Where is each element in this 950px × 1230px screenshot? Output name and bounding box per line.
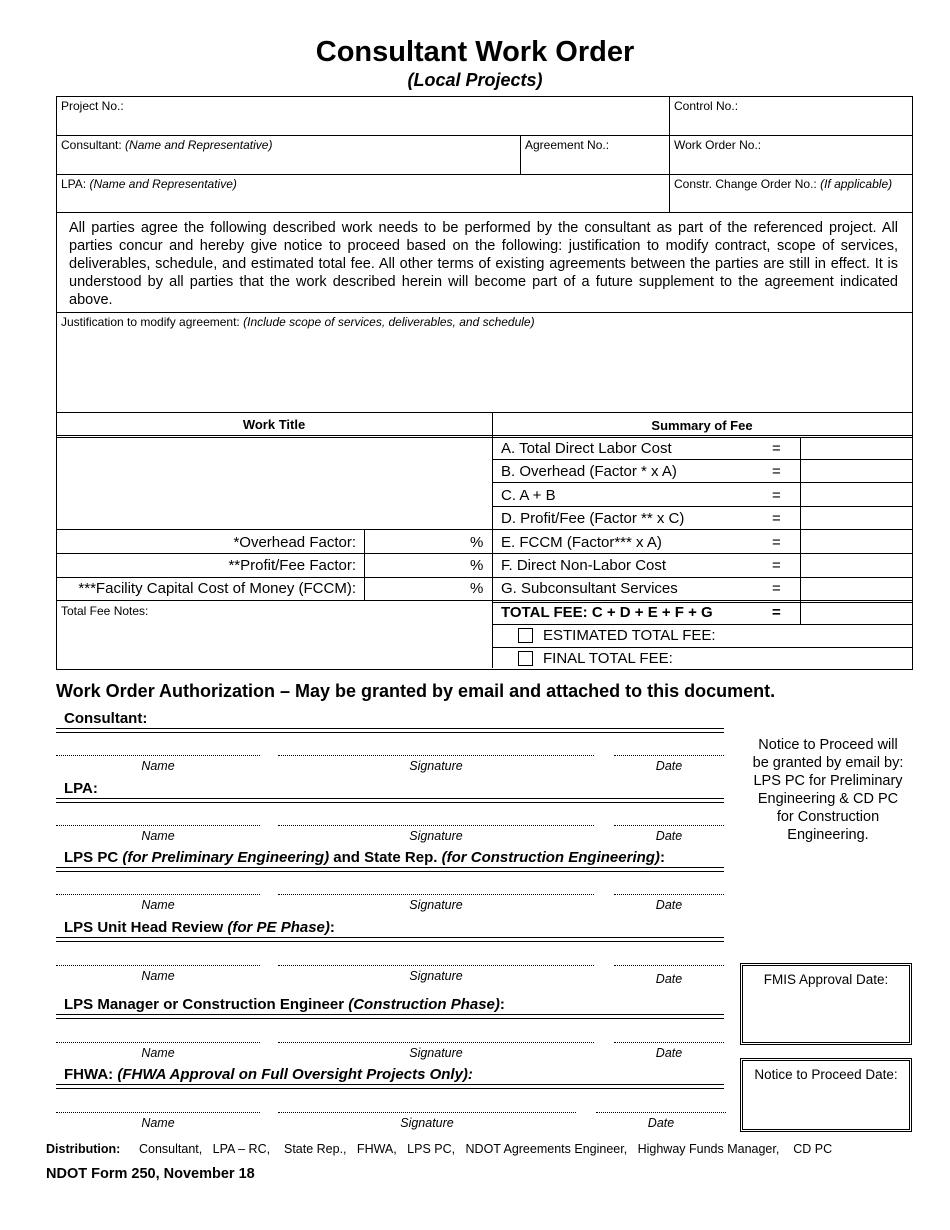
- fee-eq-d: =: [772, 510, 781, 527]
- page-title: Consultant Work Order: [315, 36, 635, 68]
- unit-head-date-line[interactable]: [614, 965, 724, 966]
- fhwa-date-line[interactable]: [596, 1112, 726, 1113]
- page-subtitle: (Local Projects): [407, 70, 543, 90]
- notice-to-proceed-text: Notice to Proceed will be granted by email by: LPS PC for Preliminary Engineering & CD PC for Construction Engineering.: [752, 737, 904, 843]
- work-order-no-field[interactable]: Work Order No.:: [674, 138, 762, 152]
- consultant-signer-label: Consultant:: [64, 710, 148, 727]
- fhwa-signature-line[interactable]: [278, 1112, 576, 1113]
- lps-pc-date-line[interactable]: [614, 894, 724, 895]
- final-total-checkbox[interactable]: [518, 651, 533, 666]
- overhead-factor-label: *Overhead Factor:: [233, 534, 356, 551]
- consultant-signature-line[interactable]: [278, 755, 594, 756]
- notice-to-proceed-date-label: Notice to Proceed Date:: [754, 1067, 898, 1082]
- consultant-field[interactable]: Consultant: (Name and Representative): [61, 138, 273, 152]
- form-id: NDOT Form 250, November 18: [46, 1166, 255, 1182]
- lps-pc-name-line[interactable]: [56, 894, 260, 895]
- total-fee-label: TOTAL FEE: C + D + E + F + G: [501, 604, 713, 621]
- lpa-signer-label: LPA:: [64, 780, 98, 797]
- lps-pc-signature-line[interactable]: [278, 894, 594, 895]
- agreement-no-field[interactable]: Agreement No.:: [525, 138, 610, 152]
- fee-row-b: B. Overhead (Factor * x A): [501, 463, 677, 480]
- fee-eq-e: =: [772, 534, 781, 551]
- consultant-date-line[interactable]: [614, 755, 724, 756]
- total-fee-notes-field[interactable]: Total Fee Notes:: [61, 604, 149, 618]
- profit-factor-unit: %: [470, 557, 484, 574]
- summary-of-fee-heading: Summary of Fee: [651, 418, 753, 433]
- fee-row-c: C. A + B: [501, 487, 556, 504]
- estimated-total-label: ESTIMATED TOTAL FEE:: [543, 627, 716, 644]
- project-no-field[interactable]: Project No.:: [61, 99, 124, 113]
- fee-row-e: E. FCCM (Factor*** x A): [501, 534, 662, 551]
- lpa-signature-line[interactable]: [278, 825, 594, 826]
- fccm-factor-unit: %: [470, 580, 484, 597]
- fee-eq-f: =: [772, 557, 781, 574]
- fee-eq-a: =: [772, 440, 781, 457]
- control-no-field[interactable]: Control No.:: [674, 99, 739, 113]
- manager-name-line[interactable]: [56, 1042, 260, 1043]
- distribution-label: Distribution:: [46, 1142, 121, 1156]
- fee-eq-b: =: [772, 463, 781, 480]
- manager-signer-label: LPS Manager or Construction Engineer (Construction Phase):: [64, 996, 505, 1013]
- profit-factor-label: **Profit/Fee Factor:: [228, 557, 356, 574]
- overhead-factor-unit: %: [470, 534, 484, 551]
- consultant-name-line[interactable]: [56, 755, 260, 756]
- fee-row-d: D. Profit/Fee (Factor ** x C): [501, 510, 685, 527]
- lps-pc-signer-label: LPS PC (for Preliminary Engineering) and State Rep. (for Construction Engineering):: [64, 849, 665, 866]
- total-fee-eq: =: [772, 604, 781, 621]
- fee-eq-g: =: [772, 580, 781, 597]
- unit-head-name-line[interactable]: [56, 965, 260, 966]
- fmis-approval-label: FMIS Approval Date:: [763, 972, 889, 987]
- fee-eq-c: =: [772, 487, 781, 504]
- unit-head-signer-label: LPS Unit Head Review (for PE Phase):: [64, 919, 335, 936]
- justification-field[interactable]: Justification to modify agreement: (Include scope of services, deliverables, and schedule): [61, 315, 535, 329]
- manager-date-line[interactable]: [614, 1042, 724, 1043]
- final-total-label: FINAL TOTAL FEE:: [543, 650, 673, 667]
- lpa-name-line[interactable]: [56, 825, 260, 826]
- fee-row-f: F. Direct Non-Labor Cost: [501, 557, 667, 574]
- agreement-text: All parties agree the following described work needs to be performed by the consultant as part of the referenced project. All parties concur and hereby give notice to proceed based on the following: justification to modify contract, scope of services, deliverables, schedule, and estimated total fee. All other terms of existing agreements between the parties are still in effect. It is understood by all parties that the work described herein will become part of a future supplement to the agreement indicated above.: [69, 220, 898, 308]
- fhwa-name-line[interactable]: [56, 1112, 260, 1113]
- estimated-total-checkbox[interactable]: [518, 628, 533, 643]
- fhwa-signer-label: FHWA: (FHWA Approval on Full Oversight Projects Only):: [64, 1066, 473, 1083]
- fee-row-g: G. Subconsultant Services: [501, 580, 678, 597]
- authorization-heading: Work Order Authorization – May be granted by email and attached to this document.: [56, 681, 776, 701]
- fmis-approval-box[interactable]: [742, 965, 910, 1043]
- unit-head-signature-line[interactable]: [278, 965, 594, 966]
- distribution-list: Consultant, LPA – RC, State Rep., FHWA, LPS PC, NDOT Agreements Engineer, Highway Funds Manager, CD PC: [139, 1142, 833, 1156]
- lpa-field[interactable]: LPA: (Name and Representative): [61, 177, 237, 191]
- work-title-heading: Work Title: [242, 417, 306, 432]
- constr-change-order-field[interactable]: Constr. Change Order No.: (If applicable): [674, 177, 893, 191]
- lpa-date-line[interactable]: [614, 825, 724, 826]
- manager-signature-line[interactable]: [278, 1042, 594, 1043]
- fee-row-a: A. Total Direct Labor Cost: [501, 440, 672, 457]
- notice-to-proceed-date-box[interactable]: [742, 1060, 910, 1130]
- fccm-factor-label: ***Facility Capital Cost of Money (FCCM):: [78, 580, 356, 597]
